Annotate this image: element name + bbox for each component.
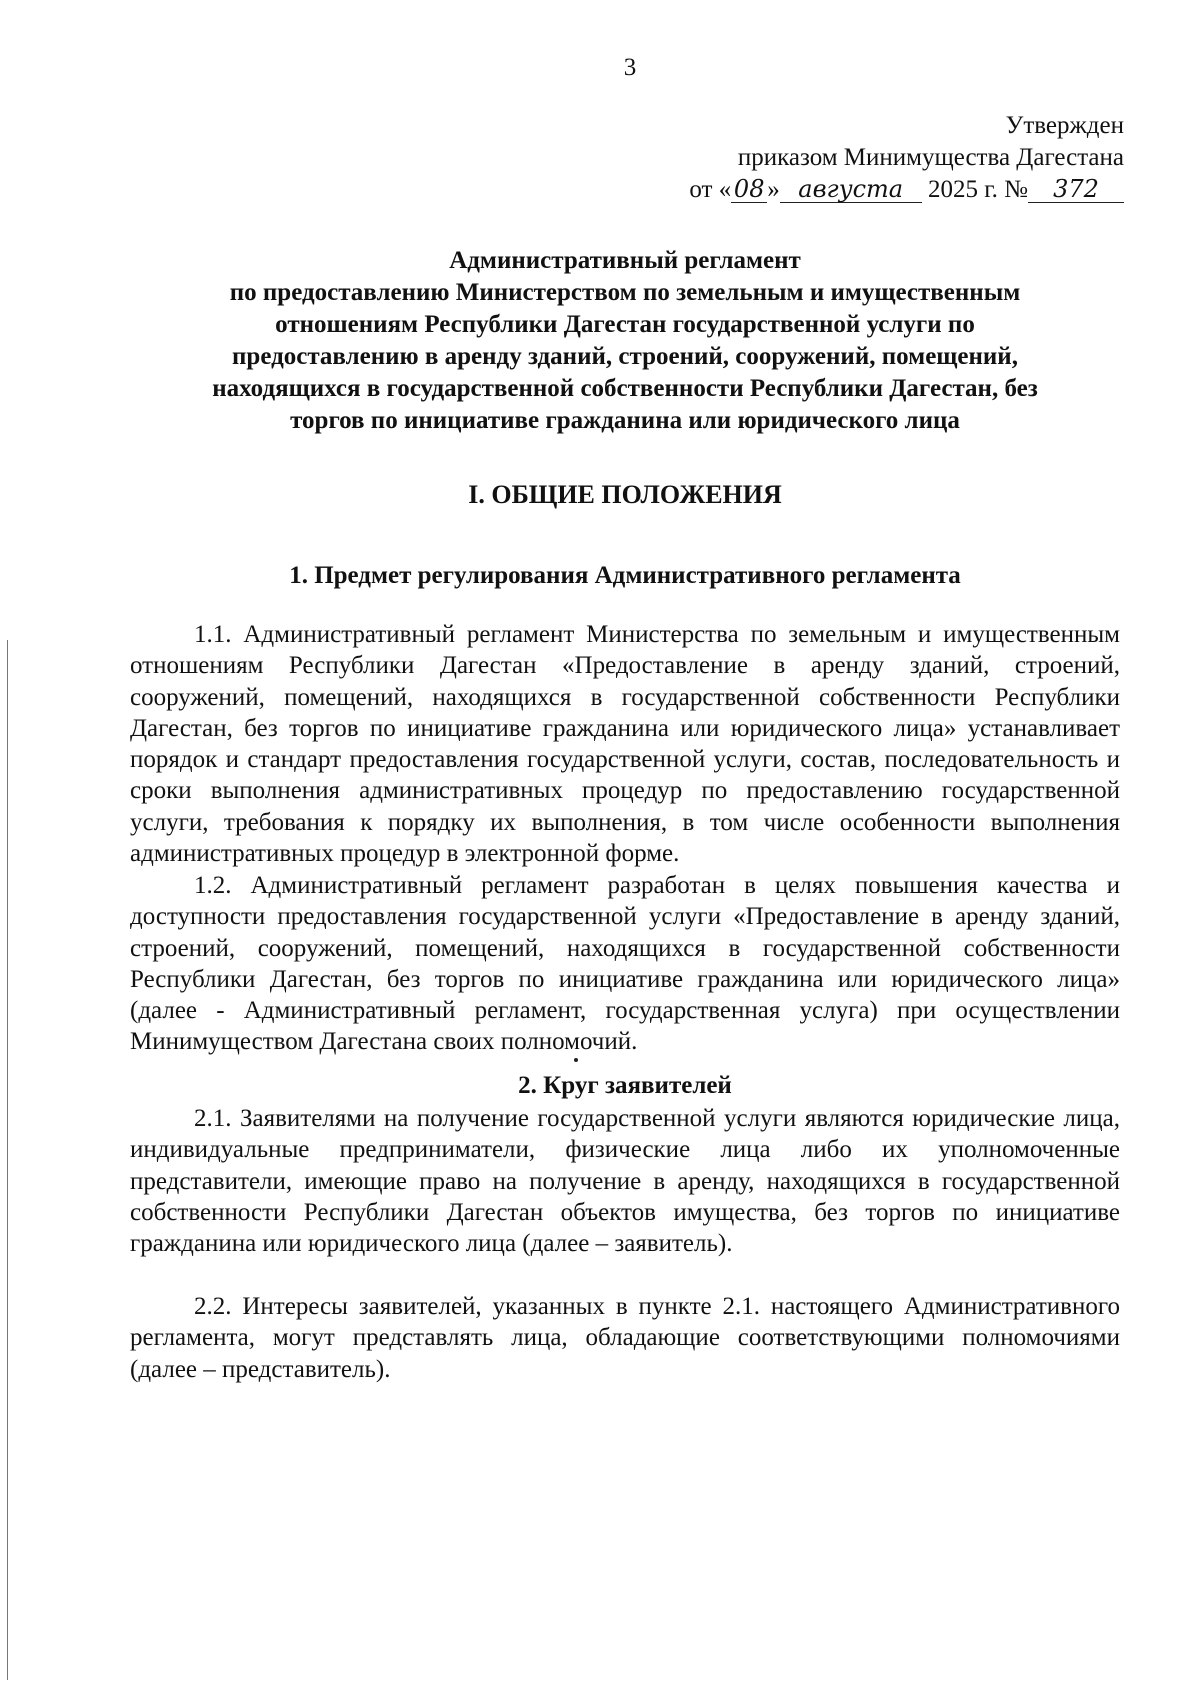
year-text: 2025 г. №: [927, 176, 1028, 203]
scan-edge-line: [7, 640, 8, 1680]
approval-stamp: [689, 110, 1124, 206]
title-line: по предоставлению Министерством по земельным и имущественным: [229, 279, 1021, 306]
title-line: торгов по инициативе гражданина или юридического лица: [290, 407, 960, 434]
approval-line-2: приказом Минимущества Дагестана: [737, 144, 1124, 171]
page-number: 3: [623, 54, 637, 81]
paragraph-2-2: 2.2. Интересы заявителей, указанных в пункте 2.1. настоящего Административного регламента, могут представлять лица, обладающие соответствующими полномочиями (далее – представитель).: [130, 1293, 1120, 1383]
document-title: [130, 245, 1120, 437]
subsection-heading-2: 2. Круг заявителей: [518, 1072, 732, 1099]
section-heading: I. ОБЩИЕ ПОЛОЖЕНИЯ: [468, 480, 782, 509]
scan-speck: [574, 1058, 578, 1062]
approval-line-1: Утвержден: [1005, 112, 1124, 139]
title-line: находящихся в государственной собственности Республики Дагестан, без: [212, 375, 1038, 402]
handwritten-order-number: 372: [1028, 176, 1124, 203]
subsection-heading-1: 1. Предмет регулирования Административного регламента: [289, 562, 961, 589]
handwritten-month: августа: [780, 176, 922, 203]
title-line: предоставлению в аренду зданий, строений, сооружений, помещений,: [232, 343, 1018, 370]
date-prefix: от «: [689, 176, 732, 203]
quote-close: »: [767, 176, 780, 203]
paragraph-1-1: 1.1. Административный регламент Министерства по земельным и имущественным отношениям Республики Дагестан «Предоставление в аренду зданий, строений, сооружений, помещений, находящихся в государственной собственности Республики Дагестан, без торгов по инициативе гражданина или юридического лица» устанавливает порядок и стандарт предоставления государственной услуги, состав, последовательность и сроки выполнения административных процедур по предоставлению государственной услуги, требования к порядку их выполнения, в том числе особенности выполнения административных процедур в электронной форме.: [130, 621, 1120, 868]
title-line: Административный регламент: [449, 247, 801, 274]
paragraph-1-2: 1.2. Административный регламент разработан в целях повышения качества и доступности предоставления государственной услуги «Предоставление в аренду зданий, строений, сооружений, помещений, находящихся в государственной собственности Республики Дагестан, без торгов по инициативе гражданина или юридического лица» (далее - Административный регламент, государственная услуга) при осуществлении Минимуществом Дагестана своих полномочий.: [130, 872, 1120, 1056]
title-line: отношениям Республики Дагестан государственной услуги по: [275, 311, 975, 338]
handwritten-day: 08: [731, 176, 767, 203]
paragraph-2-1: 2.1. Заявителями на получение государственной услуги являются юридические лица, индивидуальные предприниматели, физические лица либо их уполномоченные представители, имеющие право на получение в аренду, находящихся в государственной собственности Республики Дагестан объектов имущества, без торгов по инициативе гражданина или юридического лица (далее – заявитель).: [130, 1105, 1120, 1258]
approval-date-line: [689, 174, 1124, 206]
